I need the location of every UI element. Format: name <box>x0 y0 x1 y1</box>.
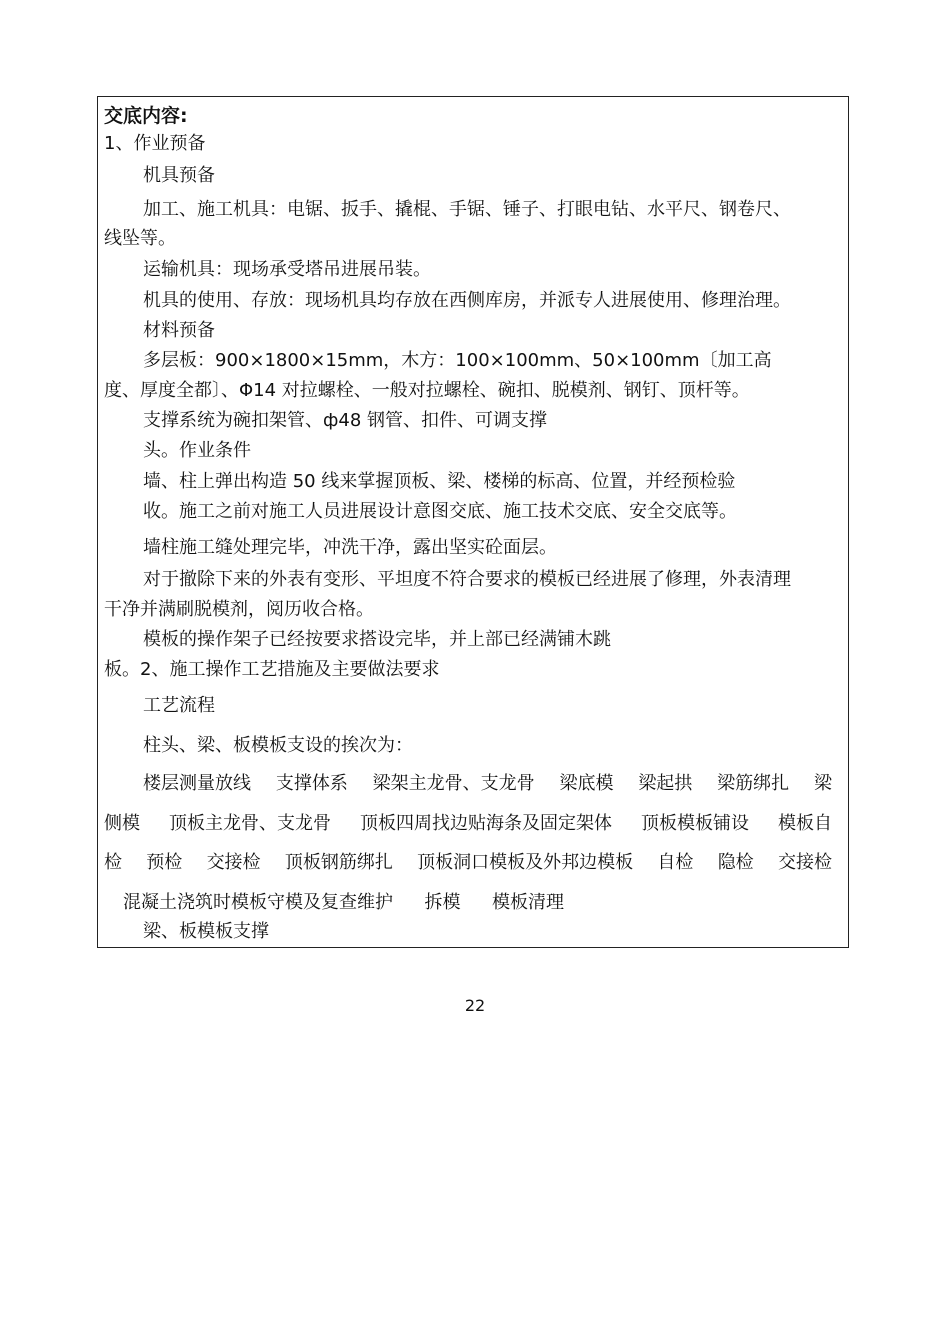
process-flow-row <box>104 851 832 875</box>
page-number: 22 <box>464 996 486 1015</box>
text-line: 加工、施工机具：电锯、扳手、撬棍、手锯、锤子、打眼电钻、水平尺、钢卷尺、 <box>143 199 791 220</box>
flow-step: 顶板模板铺设 <box>641 813 749 834</box>
flow-step: 侧模 <box>104 813 140 834</box>
flow-step: 模板清理 <box>492 892 564 913</box>
text-line: 墙柱施工缝处理完毕，冲洗干净，露出坚实砼面层。 <box>143 537 557 558</box>
flow-step: 预检 <box>146 852 183 873</box>
flow-step: 梁 <box>813 773 832 794</box>
flow-step: 支撑体系 <box>275 773 348 794</box>
flow-step: 梁底模 <box>559 773 614 794</box>
text-line: 干净并满刷脱模剂，阅历收合格。 <box>104 599 374 620</box>
flow-step: 检 <box>104 852 122 873</box>
text-line: 1、作业预备 <box>104 133 206 154</box>
text-line: 机具预备 <box>143 165 215 186</box>
flow-step: 拆模 <box>424 892 461 913</box>
section-heading: 交底内容: <box>104 105 188 127</box>
text-line: 头。作业条件 <box>143 440 251 461</box>
flow-step: 梁起拱 <box>638 773 693 794</box>
flow-step: 混凝土浇筑时模板守模及复查维护 <box>123 892 393 913</box>
text-line: 多层板：900×1800×15mm，木方：100×100mm、50×100mm〔加工高 <box>143 350 772 371</box>
text-line: 板。2、施工操作工艺措施及主要做法要求 <box>104 659 440 680</box>
text-line: 墙、柱上弹出构造 50 线来掌握顶板、梁、楼梯的标高、位置，并经预检验 <box>143 471 736 492</box>
process-flow-row <box>143 772 832 796</box>
text-line: 度、厚度全都〕、Φ14 对拉螺栓、一般对拉螺栓、碗扣、脱模剂、钢钉、顶杆等。 <box>104 380 750 401</box>
text-line: 机具的使用、存放：现场机具均存放在西侧库房，并派专人进展使用、修理治理。 <box>143 290 791 311</box>
text-line: 梁、板模板支撑 <box>143 921 269 942</box>
flow-step: 隐检 <box>717 852 754 873</box>
flow-step: 交接检 <box>777 852 832 873</box>
process-flow-row <box>104 812 832 836</box>
flow-step: 顶板主龙骨、支龙骨 <box>169 813 331 834</box>
text-line: 模板的操作架子已经按要求搭设完毕，并上部已经满铺木跳 <box>143 629 611 650</box>
text-line: 收。施工之前对施工人员进展设计意图交底、施工技术交底、安全交底等。 <box>143 501 737 522</box>
flow-step: 自检 <box>657 852 694 873</box>
process-flow-row <box>123 891 564 915</box>
flow-step: 楼层测量放线 <box>143 773 251 794</box>
flow-step: 顶板洞口模板及外邦边模板 <box>417 852 634 873</box>
flow-step: 梁筋绑扎 <box>717 773 790 794</box>
flow-step: 顶板四周找边贴海条及固定架体 <box>360 813 612 834</box>
text-line: 线坠等。 <box>104 228 176 249</box>
flow-step: 顶板钢筋绑扎 <box>284 852 393 873</box>
text-line: 运输机具：现场承受塔吊进展吊装。 <box>143 259 431 280</box>
flow-step: 梁架主龙骨、支龙骨 <box>372 773 535 794</box>
text-line: 对于撤除下来的外表有变形、平坦度不符合要求的模板已经进展了修理，外表清理 <box>143 569 791 590</box>
text-line: 支撑系统为碗扣架管、ф48 钢管、扣件、可调支撑 <box>143 410 548 431</box>
flow-step: 模板自 <box>778 813 832 834</box>
text-line: 柱头、梁、板模板支设的挨次为： <box>143 735 413 756</box>
text-line: 材料预备 <box>143 320 215 341</box>
text-line: 工艺流程 <box>143 695 215 716</box>
flow-step: 交接检 <box>206 852 261 873</box>
